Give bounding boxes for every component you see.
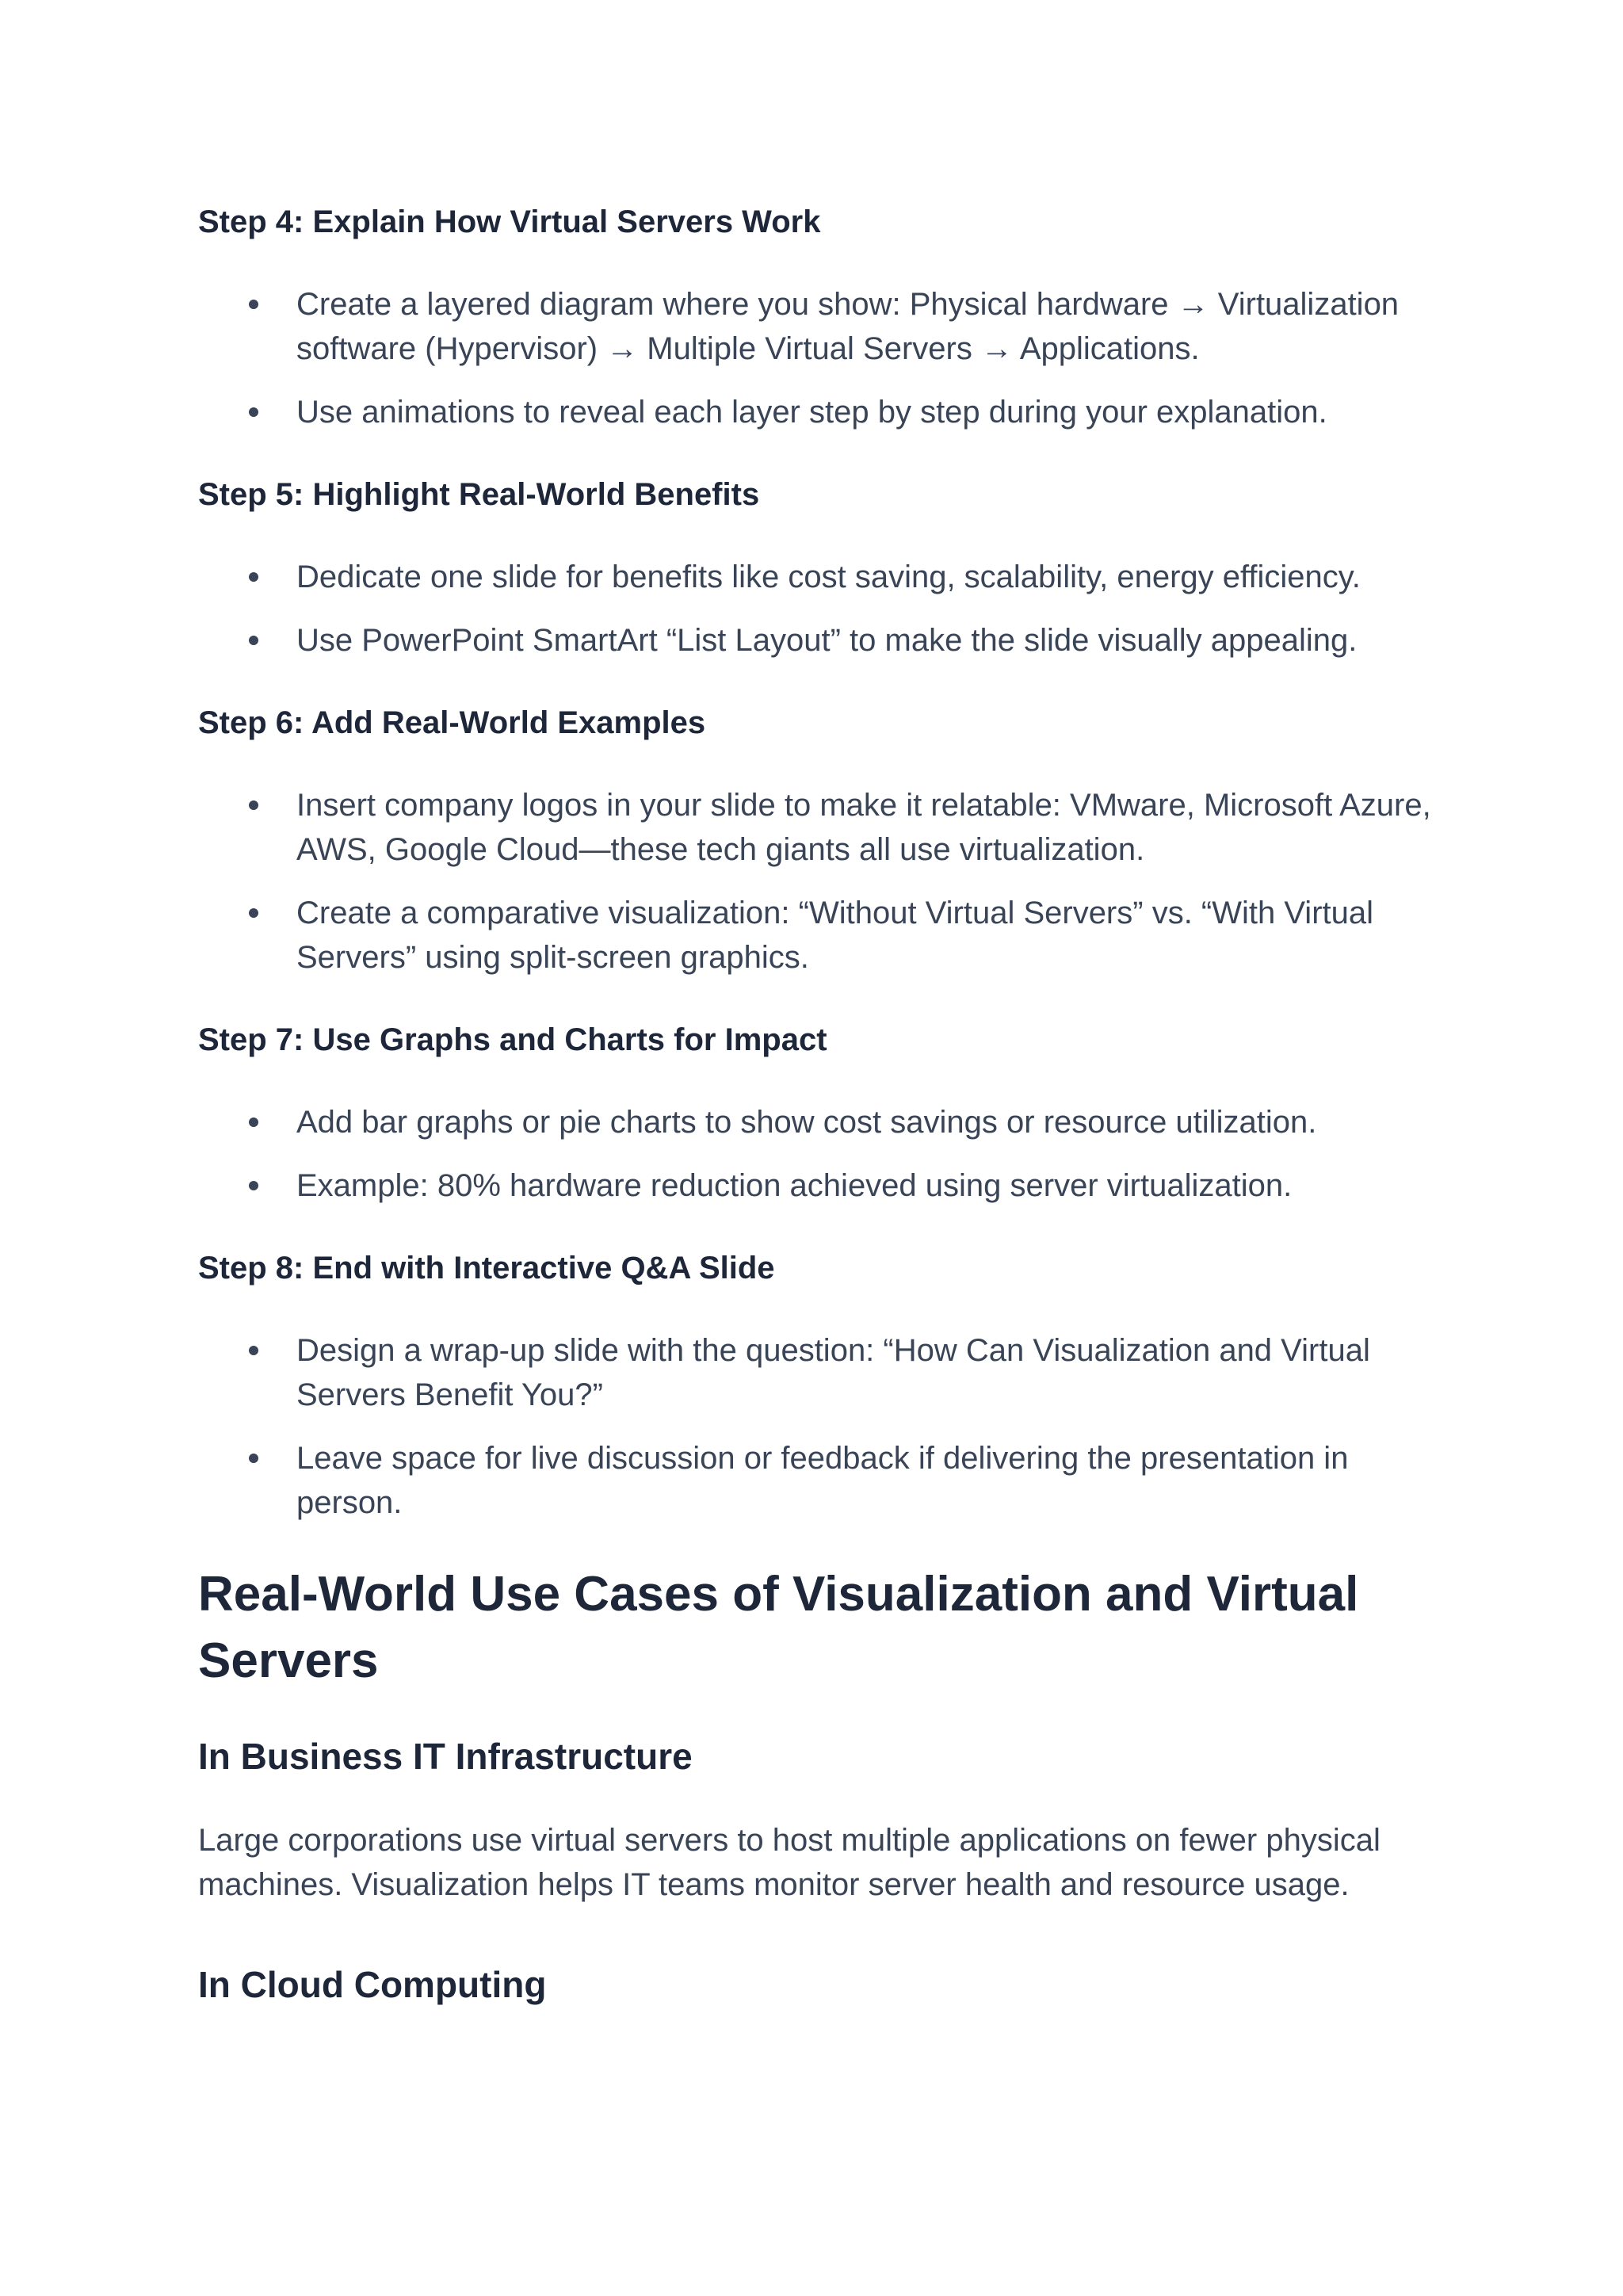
list-item	[198, 1100, 1434, 1144]
bullet-icon	[249, 407, 258, 417]
bullet-icon	[249, 1454, 258, 1463]
list-item	[198, 783, 1434, 872]
list-item	[198, 1436, 1434, 1525]
step-4-heading: Step 4: Explain How Virtual Servers Work	[198, 204, 821, 239]
list-item	[198, 891, 1434, 980]
list-item	[198, 618, 1434, 663]
step-6-heading: Step 6: Add Real-World Examples	[198, 705, 706, 740]
list-item	[198, 1163, 1434, 1208]
list-item-text: Leave space for live discussion or feedback if delivering the presentation in person.	[296, 1441, 1349, 1520]
bullet-icon	[249, 1117, 258, 1127]
list-item-text: Design a wrap-up slide with the question: “How Can Visualization and Virtual Servers Benefit You?”	[296, 1333, 1370, 1412]
bullet-icon	[249, 908, 258, 918]
list-item-text: Create a comparative visualization: “Without Virtual Servers” vs. “With Virtual Servers” using split-screen graphics.	[296, 896, 1374, 975]
list-item-text: Add bar graphs or pie charts to show cost savings or resource utilization.	[296, 1105, 1317, 1140]
subsection-heading-cloud-computing: In Cloud Computing	[198, 1964, 547, 2005]
step-5-heading: Step 5: Highlight Real-World Benefits	[198, 477, 760, 512]
bullet-icon	[249, 300, 258, 309]
step-6-list	[198, 783, 1434, 999]
step-7-list	[198, 1100, 1434, 1227]
step-4-list	[198, 282, 1434, 453]
step-8-heading: Step 8: End with Interactive Q&A Slide	[198, 1251, 775, 1286]
bullet-icon	[249, 800, 258, 810]
list-item	[198, 282, 1434, 371]
list-item	[198, 555, 1434, 599]
list-item	[198, 1328, 1434, 1417]
step-7-heading: Step 7: Use Graphs and Charts for Impact	[198, 1022, 827, 1057]
list-item-text: Dedicate one slide for benefits like cost saving, scalability, energy efficiency.	[296, 560, 1361, 594]
list-item	[198, 390, 1434, 434]
list-item-text: Insert company logos in your slide to make it relatable: VMware, Microsoft Azure, AWS, Google Cloud—these tech giants all use virtualization.	[296, 788, 1431, 867]
list-item-text: Example: 80% hardware reduction achieved using server virtualization.	[296, 1168, 1293, 1203]
bullet-icon	[249, 1181, 258, 1190]
list-item-text: Use animations to reveal each layer step by step during your explanation.	[296, 395, 1327, 430]
bullet-icon	[249, 1346, 258, 1355]
subsection-heading-business-it: In Business IT Infrastructure	[198, 1736, 693, 1777]
step-8-list	[198, 1328, 1434, 1544]
section-title: Real-World Use Cases of Visualization and Virtual Servers	[198, 1567, 1359, 1688]
step-5-list	[198, 555, 1434, 682]
list-item-text: Create a layered diagram where you show: Physical hardware → Virtualization software (Hypervisor) → Multiple Virtual Servers → Applications.	[296, 287, 1400, 366]
bullet-icon	[249, 572, 258, 582]
subsection-paragraph-business-it: Large corporations use virtual servers to host multiple applications on fewer physical machines. Visualization helps IT teams monitor server health and resource usage.	[198, 1823, 1381, 1902]
list-item-text: Use PowerPoint SmartArt “List Layout” to make the slide visually appealing.	[296, 623, 1358, 658]
bullet-icon	[249, 636, 258, 645]
